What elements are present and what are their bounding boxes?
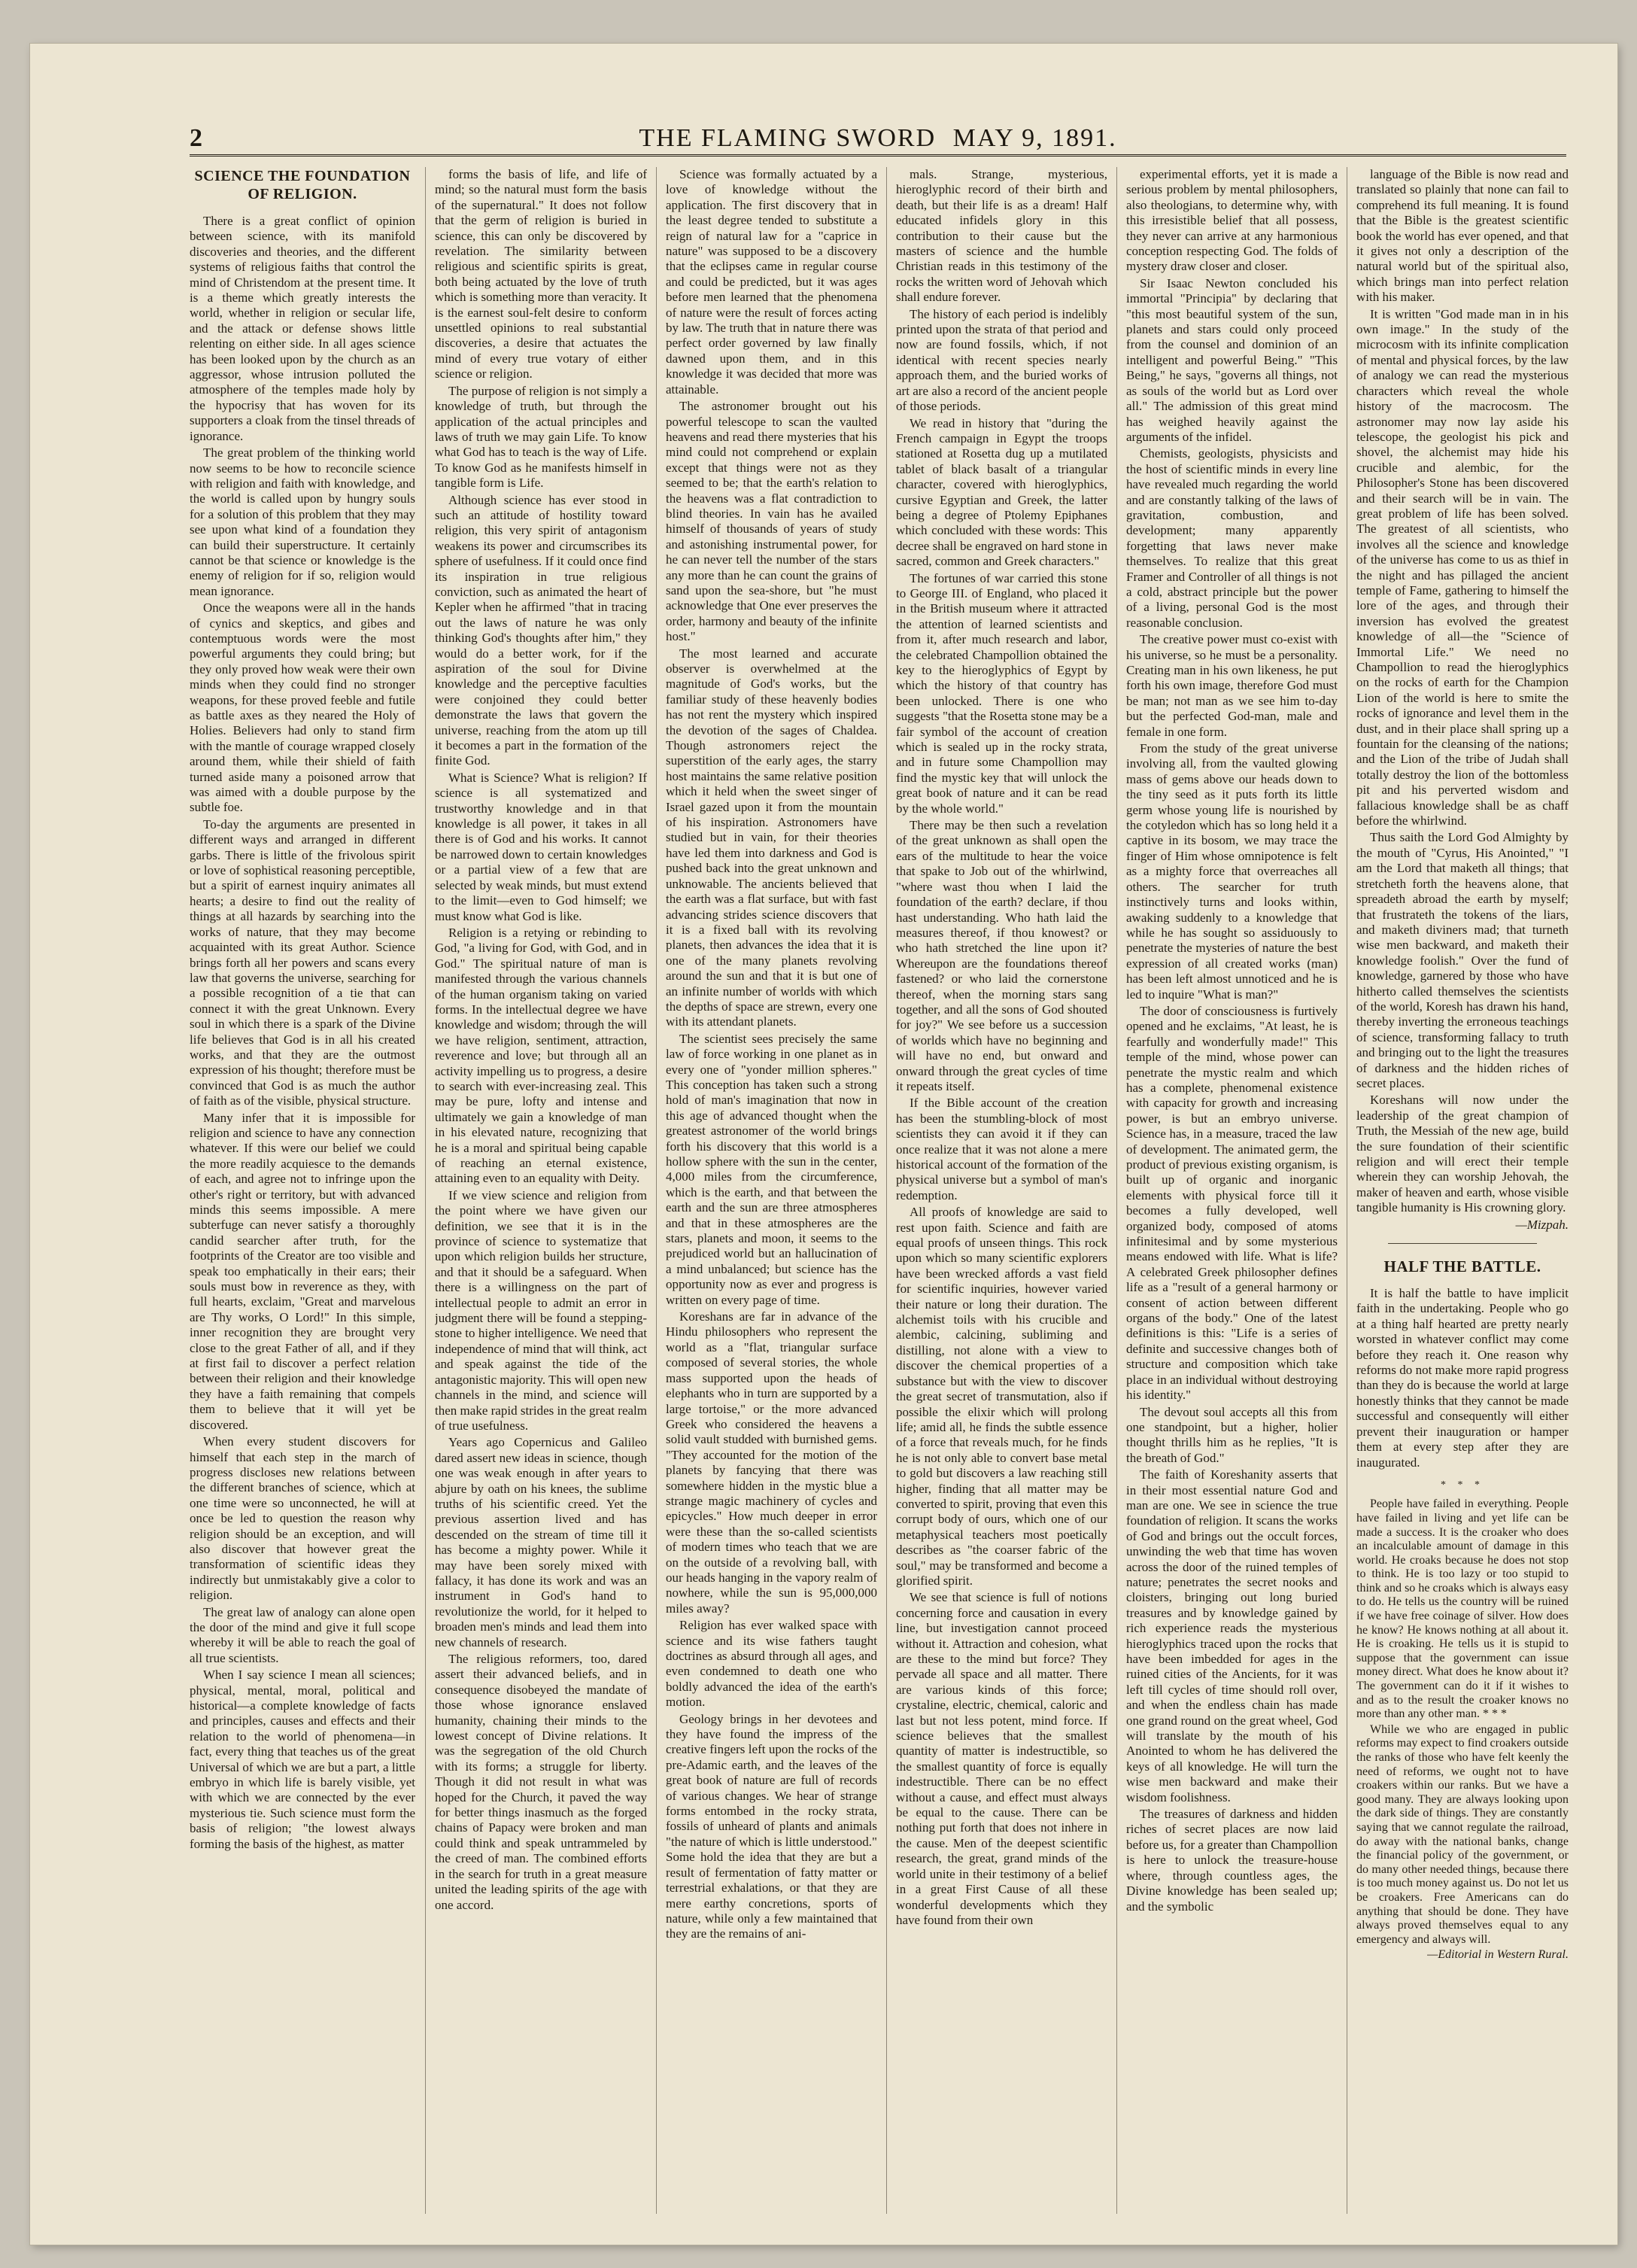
column-5 (1126, 167, 1338, 2214)
paragraph: Years ago Copernicus and Galileo dared assert new ideas in science, though one was weak enough in after years to abjure by oath on his knees, the sublime truths of his scientific creed. Yet the previous assertion lived and has descended on the stream of time till it has become a mighty power. While it may have been sorely mixed with fallacy, it has done its work and was an instrument in God's hand to revolutionize the world, for it helped to broaden men's minds and lead them into new channels of research. (435, 1435, 647, 1649)
paragraph: The fortunes of war carried this stone to George III. of England, who placed it in the British museum where it attracted the attention of learned scientists and from it, after much research and labor, the celebrated Champollion obtained the key to the hieroglyphics of Egypt by which the history of that country has been unlocked. There is one who suggests "that the Rosetta stone may be a fair symbol of the account of creation which is sealed up in the rocky strata, and in future some Champollion may find the mystic key that will unlock the great book of nature and it can be read by the whole world." (896, 570, 1107, 816)
article-2-source: —Editorial in Western Rural. (1427, 1948, 1569, 1962)
paragraph: The scientist sees precisely the same law of force working in one planet as in every one of "yonder million spheres." This conception has taken such a strong hold of man's imagination that now in this age of advanced thought when the greatest astronomer of the world brings forth his discovery that this world is a hollow sphere with the sun in the center, 4,000 miles from the circumference, which is the earth, and that between the earth and the sun are three atmospheres and that in these atmospheres are the stars, planets and moon, it seems to the prejudiced world but an hallucination of a mind unbalanced; but science has the opportunity now as ever and progress is written on every page of time. (666, 1031, 877, 1307)
paragraph: We see that science is full of notions concerning force and causation in every line, but investigation cannot proceed without it. Attraction and cohesion, what are these to the mind but force? They pervade all space and all matter. There are various kinds of this force; crystaline, electric, chemical, caloric and last but not less potent, mind force. If science believes that the smallest quantity of matter is indestructible, so the smallest quantity of force is equally indestructible. There can be no effect without a cause, and effect must always be equal to the cause. There can be nothing put forth that does not inhere in the cause. Men of the deepest scientific research, the great, grand minds of the world unite in their testimony of a belief in a great First Cause of all these wonderful developments which they have found from their own (896, 1590, 1107, 1927)
column-6 (1356, 167, 1569, 2214)
article-2-text (1356, 1286, 1569, 1470)
column-3-text (666, 167, 877, 1942)
paragraph: The treasures of darkness and hidden riches of secret places are now laid before us, for a greater than Champollion is here to unlock the treasure-house where, through countless ages, the Divine knowledge has been sealed up; and the symbolic (1126, 1807, 1338, 1914)
paragraph: Sir Isaac Newton concluded his immortal "Principia" by declaring that "this most beautiful system of the sun, planets and stars could only proceed from the counsel and dominion of an intelligent and powerful Being." "This Being," he says, "governs all things, not as souls of the world but as Lord over all." The admission of this great mind has weighed heavily against the arguments of the infidel. (1126, 275, 1338, 444)
section-stars: * * * (1441, 1479, 1484, 1491)
newspaper-title: THE FLAMING SWORD (639, 124, 937, 152)
paragraph: It is half the battle to have implicit faith in the undertaking. People who go at a thing half hearted are pretty nearly worsted in whatever conflict may come before they reach it. One reason why reforms do not make more rapid progress than they do is because the world at large honestly thinks that they cannot be made successful and consequently will either prevent their inauguration or hamper them at every step after they are inaugurated. (1356, 1286, 1569, 1470)
paragraph: The great problem of the thinking world now seems to be how to reconcile science with religion and faith with knowledge, and the world is called upon by hungry souls for a solution of this problem that they may see upon what kind of a foundation they can build their superstructure. It certainly cannot be that science or knowledge is the enemy of religion for if so, religion would mean ignorance. (190, 445, 415, 598)
paragraph: The history of each period is indelibly printed upon the strata of that period and now are found fossils, which, if not identical with recent species nearly approach them, and the buried works of art are also a record of the ancient people of those periods. (896, 306, 1107, 414)
paragraph: experimental efforts, yet it is made a serious problem by mental philosophers, also theologians, to determine why, with this irresistible belief that all possess, they never can arrive at any harmonious conception respecting God. The folds of mystery draw closer and closer. (1126, 167, 1338, 274)
paragraph: It is written "God made man in in his own image." In the study of the microcosm with its infinite complication of mental and physical forces, by the law of analogy we can read the mysterious characters which reveal the whole history of the macrocosm. The astronomer may now lay aside his telescope, the geologist his pick and shovel, the alchemist may hide his crucible and alembic, for the Philosopher's Stone has been discovered and their search will be in vain. The great problem of life has been solved. The greatest of all scientists, who involves all the science and knowledge of the universe has come to us as thief in the night and has pillaged the ancient temple of Fame, gathering to himself the lore of the ages, and through their inversion has evolved the greatest knowledge of all—the "Science of Immortal Life." We need no Champollion to read the hieroglyphics on the rocks of earth for the Champion Lion of the world is here to smite the rocks of ignorance and level them in the dust, and in their place shall spring up a fountain for the cleansing of the nations; and the Lion of the tribe of Judah shall totally destroy the lion of the bottomless pit and his perverted wisdom and fallacious knowledge shall be as chaff before the whirlwind. (1356, 306, 1569, 828)
paragraph: There may be then such a revelation of the great unknown as shall open the ears of the multitude to hear the voice that spake to Job out of the whirlwind, "where wast thou when I laid the foundation of the earth? declare, if thou hast understanding. Who hath laid the measures thereof, if thou knowest? or who hath stretched the line upon it? Whereupon are the foundations thereof fastened? or who laid the cornerstone thereof, when the morning stars sang together, and all the sons of God shouted for joy?" We see before us a succession of worlds which have no beginning and will have no end, but onward and onward through the great cycles of time it repeats itself. (896, 818, 1107, 1093)
paragraph: The door of consciousness is furtively opened and he exclaims, "At least, he is fearfully and wonderfully made!" This temple of the mind, whose power can penetrate the mystic realm and which has a complete, phenomenal existence with capacity for growth and increasing power, is but an embryo universe. Science has, in a measure, traced the law of development. The animated germ, the product of previous existing organism, is built up of organic and inorganic elements with physical force till it becomes a fully developed, well organized body, composed of atoms infinitesimal and by some mysterious means endowed with life. What is life? A celebrated Greek philosopher defines life as a "result of a general harmony or consent of action between different organs of the body." One of the latest definitions is this: "Life is a series of definite and successive changes both of structure and composition which take place in an individual without destroying his identity." (1126, 1003, 1338, 1403)
paragraph: The most learned and accurate observer is overwhelmed at the magnitude of God's works, but the familiar study of these heavenly bodies has not rent the mystery which inspired the devotion of the sages of Chaldea. Though astronomers reject the superstition of the early ages, the starry host maintains the same relative position which it held when the sweet singer of Israel gazed upon it from the mountain of his inspiration. Astronomers have studied but in vain, for their theories have led them into darkness and God is pushed back into the great unknown and unknowable. The ancients believed that the earth was a flat surface, but with fast advancing strides science discovers that it is a fixed ball with its revolving planets, then advances the idea that it is one of the many planets revolving around the sun and that it is but one of an infinite number of worlds with which the depths of space are strewn, every one with its attendant planets. (666, 646, 877, 1029)
paragraph: Koreshans are far in advance of the Hindu philosophers who represent the world as a "flat, triangular surface composed of several stories, the whole mass supported upon the heads of elephants who in turn are supported by a large tortoise," or the more advanced Greek who considered the heavens a solid vault studded with burnished gems. "They accounted for the motion of the planets by fancying that there was somewhere hidden in the mystic blue a strange magic machinery of cycles and epicycles." How much deeper in error were these than the so-called scientists of modern times who teach that we are on the outside of a revolving ball, with our heads hanging in the vapory realm of nowhere, while the sun is 95,000,000 miles away? (666, 1309, 877, 1616)
paragraph: The astronomer brought out his powerful telescope to scan the vaulted heavens and read there mysteries that his mind could not comprehend or explain except that things were not as they seemed to be; that the earth's relation to the heavens was a flat contradiction to blind theories. In vain has he availed himself of thousands of years of study and astonishing instrumental power, for he can never tell the number of the stars any more than he can count the grains of sand upon the sea-shore, but "he must acknowledge that One ever preserves the order, harmony and beauty of the infinite host." (666, 399, 877, 644)
column-rule (425, 167, 426, 2214)
column-5-text (1126, 167, 1338, 1914)
paragraph: Religion has ever walked space with science and its wise fathers taught doctrines as absurd through all ages, and even condemned to death one who boldly advanced the idea of the earth's motion. (666, 1618, 877, 1710)
paragraph: What is Science? What is religion? If science is all systematized and trustworthy knowledge and in that knowledge is all power, it takes in all there is of God and his works. It cannot be narrowed down to certain knowledges or a partial view of a few that are selected by weak minds, but must extend to the limit—even to God himself; we must know what God is like. (435, 770, 647, 923)
paragraph: Religion is a retying or rebinding to God, "a living for God, with God, and in God." The spiritual nature of man is manifested through the various channels of the human organism taking on varied forms. In the intellectual degree we have knowledge and wisdom; through the will we have religion, sentiment, attraction, reverence and love; but through all an activity impelling us to progress, a desire to search with ever-increasing zeal. This may be pure, lofty and intense and ultimately we gain a knowledge of man in his elevated nature, recognizing that he is a moral and spiritual being capable of reaching an eternal existence, attaining even to an equality with Deity. (435, 925, 647, 1186)
paragraph: Although science has ever stood in such an attitude of hostility toward religion, this very spirit of antagonism weakens its power and circumscribes its sphere of usefulness. If it could once find its inspiration in true religious conviction, such as animated the heart of Kepler when he affirmed "that in tracing out the laws of nature he was only thinking God's thoughts after him," they would do a better work, for if the aspiration of the soul for Divine knowledge and the perceptive faculties were conjoined they could better demonstrate the laws that govern the universe, reaching from the atom up till it becomes a part in the formation of the finite God. (435, 492, 647, 768)
column-rule (886, 167, 887, 2214)
paragraph: If the Bible account of the creation has been the stumbling-block of most scientists they can avoid it if they can once realize that it was not alone a mere historical account of the formation of the physical universe but a symbol of man's redemption. (896, 1096, 1107, 1202)
article-title: SCIENCE THE FOUNDATION OF RELIGION. (194, 168, 411, 202)
article-2-small-text (1356, 1497, 1569, 1947)
paragraph: The faith of Koreshanity asserts that in their most essential nature God and man are one. We see in science the true foundation of religion. It scans the works of God and brings out the occult forces, unwinding the web that time has woven across the door of the ruined temples of nature; penetrates the secret nooks and cloisters, bringing out long buried treasures and by knowledge gained by rich experience reads the mysterious hieroglyphics traced upon the rocks that have been imbedded for ages in the ruined cities of the Ancients, for it was left till cycles of time should roll over, and when the endless chain has made one grand round on the great wheel, God will translate by the mouth of his Anointed to whom he has delivered the keys of all knowledge. He will turn the wise men backward and make their wisdom foolishness. (1126, 1467, 1338, 1804)
paragraph: If we view science and religion from the point where we have given our definition, we see that it is in the province of science to systematize that upon which religion builds her structure, and that it should be a safeguard. When there is a willingness on the part of intellectual people to admit an error in judgment there will be found a stepping-stone to higher intelligence. We need that independence of mind that will think, act and speak against the tide of the antagonistic majority. This will open new channels in the mind, and science will then make rapid strides in the great realm of true usefulness. (435, 1187, 647, 1433)
article-signature: —Mizpah. (1515, 1217, 1569, 1232)
column-6-text (1356, 167, 1569, 1216)
paragraph: Many infer that it is impossible for religion and science to have any connection whatever. If this were our belief we could the more readily acquiesce to the demands of each, and agree not to infringe upon the other's right or territory, but with advanced minds this seems impossible. A mere subterfuge can never satisfy a thoroughly candid searcher after truth, for the footprints of the Creator are too visible and speak too emphatically in their ears; their souls must bow in reverence as they, with full hearts, exclaim, "Great and marvelous are Thy works, O Lord!" In this simple, inner recognition they are brought very close to the great Father of all, and if they at first fail to discover a perfect relation between their religion and their knowledge they have a faith remaining that compels them to believe that it will yet be discovered. (190, 1110, 415, 1432)
article-2-title: HALF THE BATTLE. (1383, 1257, 1541, 1276)
paragraph: The purpose of religion is not simply a knowledge of truth, but through the application of the actual principles and laws of truth we may gain Life. To know what God has to teach is the way of Life. To know God as he manifests himself in tangible form is Life. (435, 383, 647, 491)
article-divider (1388, 1243, 1536, 1244)
paragraph: Science was formally actuated by a love of knowledge without the application. The first discovery that in the least degree tended to substitute a reign of natural law for a "caprice in nature" was supposed to be a discovery that the eclipses came in regular course and could be predicted, but it was ages before men learned that the phenomena of nature were the result of forces acting by law. The truth that in nature there was perfect order governed by law finally dawned upon them, and in this knowledge it was decided that more was attainable. (666, 167, 877, 397)
column-4 (896, 167, 1107, 2214)
page-number: 2 (190, 124, 202, 152)
paragraph: People have failed in everything. People have failed in living and yet life can be made a success. It is the croaker who does an incalculable amount of damage in this world. He croaks because he does not stop to think. He is too lazy or too stupid to think and so he croaks which is always easy to do. He tells us the country will be ruined if we have free coinage of silver. How does he know? He knows nothing at all about it. He is croaking. He tells us it is stupid to suppose that the government can issue money direct. What does he know about it? The government can do it if it wishes to and as to the result the croaker knows no more than any other man. * * * (1356, 1497, 1569, 1721)
paragraph: While we who are engaged in public reforms may expect to find croakers outside the ranks of those who have felt keenly the need of reforms, we ought not to have croakers within our ranks. But we have a good many. They are always looking upon the dark side of things. They are constantly saying that we cannot regulate the railroad, do away with the national banks, change the financial policy of the government, or do many other needed things, because there is too much money against us. Do not let us be croakers. Free Americans can do anything that should be done. They have always proved themselves equal to any emergency and always will. (1356, 1722, 1569, 1946)
paragraph: Koreshans will now under the leadership of the great champion of Truth, the Messiah of the new age, build the sure foundation of their scientific religion and will erect their temple wherein they can worship Jehovah, the maker of heaven and earth, whose visible tangible humanity is His crowning glory. (1356, 1093, 1569, 1215)
paragraph: All proofs of knowledge are said to rest upon faith. Science and faith are equal proofs of unseen things. This rock upon which so many scientific explorers have been wrecked affords a vast field for scientific inquiries, however varied their nature or long their duration. The alchemist toils with his crucible and alembic, calcining, subliming and distilling, not alone with a view to discover the chemical properties of a substance but with the view to discover the great secret of transmutation, also if possible the elixir which will prolong life; amid all, he finds the subtle essence of a force that reveals much, for he finds he is not only able to convert base metal to gold but discovers a law reaching still higher, finding that all matter may be converted to spirit, proving that even this corrupt body of ours, which one of our metaphysical teachers most poetically describes as "the coarser fabric of the soul," may be transformed and become a glorified spirit. (896, 1205, 1107, 1588)
column-4-text (896, 167, 1107, 1928)
column-1-text (190, 214, 415, 1852)
paragraph: The great law of analogy can alone open the door of the mind and give it full scope whereby it will be able to reach the goal of all true scientists. (190, 1604, 415, 1665)
paragraph: Thus saith the Lord God Almighty by the mouth of "Cyrus, His Anointed," "I am the Lord that maketh all things; that stretcheth forth the heavens alone, that spreadeth abroad the earth by myself; that frustrateth the tokens of the liars, and maketh diviners mad; that turneth wise men backward, and maketh their knowledge foolish." Over the fund of knowledge, garnered by those who have hitherto called themselves the scientists of the world, Koresh has drawn his hand, thereby inverting the erroneous teachings of science, transforming fallacy to truth and bringing out to the light the treasures of darkness and the hidden riches of secret places. (1356, 830, 1569, 1090)
column-1 (190, 167, 415, 2214)
column-3 (666, 167, 877, 2214)
column-rule (1116, 167, 1117, 2214)
column-2-text (435, 167, 647, 1913)
paragraph: Once the weapons were all in the hands of cynics and skeptics, and gibes and contemptuous words were the most powerful arguments they could bring; but they only proved how weak were their own minds when they could find no stronger weapons, for these proved feeble and futile as battle axes as they neared the Holy of Holies. Believers had only to stand firm with the mantle of courage wrapped closely around them, while their shield of faith turned aside many a poisoned arrow that was aimed with a double purpose by the subtle foe. (190, 600, 415, 815)
paragraph: The religious reformers, too, dared assert their advanced beliefs, and in consequence disobeyed the mandate of those whose ignorance enslaved humanity, chaining their minds to the lowest concept of Divine relations. It was the segregation of the old Church with its forms; a struggle for liberty. Though it did not result in what was hoped for the Church, it paved the way for better things inasmuch as the forged chains of Papacy were broken and man could think and speak untrammeled by the creed of man. The combined efforts in the search for truth in a great measure united the leading spirits of the age with one accord. (435, 1652, 647, 1912)
paragraph: Chemists, geologists, physicists and the host of scientific minds in every line have revealed much regarding the world and are constantly talking of the laws of gravitation, combustion, and development; many apparently forgetting that laws never make themselves. To realize that this great Framer and Controller of all things is not a cold, abstract principle but the power of a living, personal God is the most reasonable conclusion. (1126, 446, 1338, 630)
page-header (190, 124, 1566, 157)
paragraph: language of the Bible is now read and translated so plainly that none can fail to comprehend its full meaning. It is found that the Bible is the greatest scientific book the world has ever opened, and that it gives not only a description of the natural world but of the spiritual also, which brings man into perfect relation with his maker. (1356, 167, 1569, 305)
masthead (190, 124, 1566, 153)
paragraph: The devout soul accepts all this from one standpoint, but a higher, holier thought thrills him as he replies, "It is the breath of God." (1126, 1404, 1338, 1465)
paragraph: We read in history that "during the French campaign in Egypt the troops stationed at Rosetta dug up a mutilated tablet of black basalt of a triangular character, covered with hieroglyphics, cursive Egyptian and Greek, the latter being a degree of Ptolemy Epiphanes which concluded with these words: This decree shall be engraved on hard stone in sacred, common and Greek characters." (896, 415, 1107, 569)
paragraph: When every student discovers for himself that each step in the march of progress discloses new relations between the different branches of science, which at one time were so unconnected, he will at once be led to question the reason why religion should be an exception, and will also discover that however great the transformation of scientific ideas they indirectly but unmistakably give a color to religion. (190, 1434, 415, 1603)
paragraph: To-day the arguments are presented in different ways and arranged in different garbs. There is little of the frivolous spirit or love of sophistical reasoning perceptible, but a spirit of earnest inquiry animates all hearts; a desire to find out the reality of things at all hazards by searching into the works of nature, that they may become acquainted with its great Author. Science brings forth all her powers and scans every law that governs the universe, searching for a possible recognition of a tie that can connect it with the great Unknown. Every soul in which there is a spark of the Divine life believes that God is in all his created works, and that they are the outmost expression of his thought; therefore must be convinced that God is as much the author of faith as of the visible, physical structure. (190, 816, 415, 1108)
column-2 (435, 167, 647, 2214)
paragraph: mals. Strange, mysterious, hieroglyphic record of their birth and death, but their life is as a dream! Half educated infidels glory in this contribution to their cause but the masters of science and the humble Christian reads in this testimony of the rocks the written word of Jehovah which shall endure forever. (896, 167, 1107, 305)
paragraph: forms the basis of life, and life of mind; so the natural must form the basis of the supernatural." It does not follow that the germ of religion is buried in science, this can only be discovered by revelation. The similarity between religious and scientific spirits is great, both being actuated by the love of truth which is something more than veracity. It is the earnest soul-felt desire to conform unsettled opinions to real substantial discoveries, a desire that actuates the mind of every true votary of either science or religion. (435, 167, 647, 382)
paragraph: When I say science I mean all sciences; physical, mental, moral, political and historical—a complete knowledge of facts and principles, causes and effects and their relation to the world of phenomena—in fact, every thing that teaches us of the great Universal of which we are but a part, a little embryo in which life is barely visible, yet with which we are connected by the ever mysterious tie. Such science must form the basis of religion; "the lowest always forming the basis of the highest, as matter (190, 1668, 415, 1851)
paragraph: There is a great conflict of opinion between science, with its manifold discoveries and theories, and the different systems of religious faiths that control the mind of Christendom at the present time. It is a theme which greatly interests the world, whether in religion or secular life, and the attack or defense shows little relenting on either side. In all ages science has been looked upon by the church as an aggressor, whose intrusion polluted the atmosphere of the temples made holy by the hypocrisy that has woven for its supporters a cloak from the tinsel threads of ignorance. (190, 214, 415, 443)
paragraph: From the study of the great universe involving all, from the vaulted glowing mass of gems above our heads down to the tiny seed as it puts forth its little germ whose young life is nourished by the cotyledon which has so long held it a captive in its bosom, we may trace the finger of Him whose omnipotence is felt as a mighty force that overreaches all others. The searcher for truth instinctively turns and looks within, awaking suddenly to a knowledge that while he has sought so assiduously to penetrate the mysteries of nature the best expression of all created works (man) has been left almost unnoticed and he is led to inquire "What is man?" (1126, 741, 1338, 1002)
issue-date: MAY 9, 1891. (952, 124, 1117, 152)
column-rule (656, 167, 657, 2214)
paragraph: The creative power must co-exist with his universe, so he must be a personality. Creating man in his own likeness, he put forth his own image, therefore God must be man; not man as we see him to-day but the perfected God-man, male and female in one form. (1126, 632, 1338, 739)
paragraph: Geology brings in her devotees and they have found the impress of the creative fingers left upon the rocks of the pre-Adamic earth, and the leaves of the great book of nature are full of records of various changes. We hear of strange forms entombed in the rocky strata, fossils of unheard of plants and animals "the nature of which is little understood." Some hold the idea that they are but a result of fermentation of fatty matter or terrestrial exhalations, or that they are mere earthy concretions, sports of nature, while only a few maintained that they are the remains of ani- (666, 1711, 877, 1941)
